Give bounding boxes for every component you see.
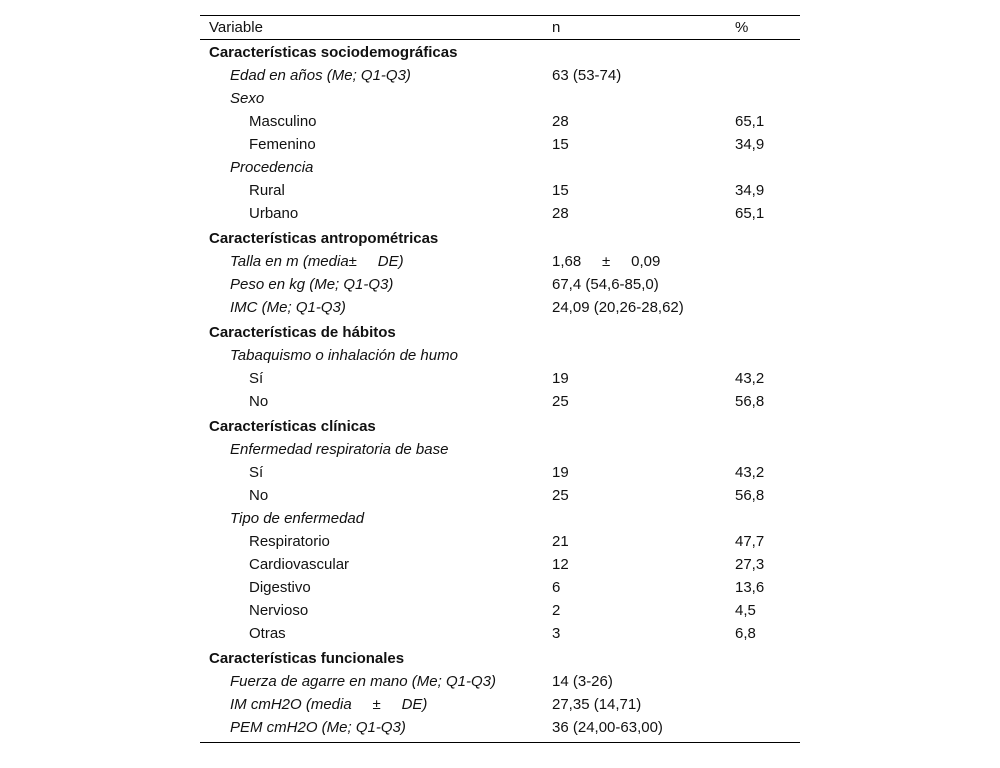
- table-bottom-rule: [200, 742, 800, 743]
- category-row: [200, 179, 800, 202]
- row-n-value: 3: [552, 625, 561, 642]
- header-n: n: [552, 19, 561, 36]
- variable-row: [200, 64, 800, 87]
- row-n-value: 28: [552, 205, 569, 222]
- row-label: PEM cmH2O (Me; Q1-Q3): [230, 719, 406, 736]
- row-percent-value: 4,5: [735, 602, 756, 619]
- variable-row: [200, 156, 800, 179]
- row-percent-value: 43,2: [735, 464, 765, 481]
- variable-row: [200, 344, 800, 367]
- row-percent-value: 6,8: [735, 625, 756, 642]
- row-n-value: 36 (24,00-63,00): [552, 719, 663, 736]
- variable-row: [200, 670, 800, 693]
- category-row: [200, 622, 800, 645]
- row-label: Tipo de enfermedad: [230, 510, 365, 527]
- row-label: Sí: [249, 370, 264, 387]
- row-percent-value: 56,8: [735, 487, 765, 504]
- category-row: [200, 576, 800, 599]
- row-label: Peso en kg (Me; Q1-Q3): [230, 276, 394, 293]
- row-label: Talla en m (media± DE): [230, 253, 404, 270]
- row-label: Tabaquismo o inhalación de humo: [230, 347, 458, 364]
- category-row: [200, 461, 800, 484]
- row-label: Sexo: [230, 90, 265, 107]
- row-n-value: 21: [552, 533, 569, 550]
- row-n-value: 67,4 (54,6-85,0): [552, 276, 659, 293]
- row-n-value: 63 (53-74): [552, 67, 622, 84]
- variable-row: [200, 507, 800, 530]
- category-row: [200, 599, 800, 622]
- data-table: [200, 15, 800, 743]
- variable-row: [200, 250, 800, 273]
- section-header-row: [200, 41, 800, 64]
- section-header-row: [200, 415, 800, 438]
- row-percent-value: 65,1: [735, 205, 765, 222]
- row-label: Edad en años (Me; Q1-Q3): [230, 67, 411, 84]
- row-label: Cardiovascular: [249, 556, 350, 573]
- row-label: Rural: [249, 182, 285, 199]
- section-header-row: [200, 647, 800, 670]
- row-label: Digestivo: [249, 579, 311, 596]
- row-n-value: 19: [552, 370, 569, 387]
- row-percent-value: 43,2: [735, 370, 765, 387]
- row-n-value: 1,68 ± 0,09: [552, 253, 661, 270]
- variable-row: [200, 438, 800, 461]
- row-percent-value: 65,1: [735, 113, 765, 130]
- row-percent-value: 34,9: [735, 136, 765, 153]
- row-label: IM cmH2O (media ± DE): [230, 696, 428, 713]
- row-label: Enfermedad respiratoria de base: [230, 441, 449, 458]
- row-label: Sí: [249, 464, 264, 481]
- row-n-value: 25: [552, 487, 569, 504]
- row-n-value: 15: [552, 182, 569, 199]
- header-variable: Variable: [209, 19, 263, 36]
- section-title: Características de hábitos: [209, 324, 396, 341]
- variable-row: [200, 693, 800, 716]
- row-label: Urbano: [249, 205, 299, 222]
- section-header-row: [200, 227, 800, 250]
- section-title: Características funcionales: [209, 650, 405, 667]
- category-row: [200, 367, 800, 390]
- row-percent-value: 47,7: [735, 533, 765, 550]
- variable-row: [200, 716, 800, 739]
- table-header-row: [200, 16, 800, 39]
- row-percent-value: 27,3: [735, 556, 765, 573]
- variable-row: [200, 296, 800, 319]
- row-n-value: 19: [552, 464, 569, 481]
- row-percent-value: 13,6: [735, 579, 765, 596]
- row-label: Masculino: [249, 113, 317, 130]
- row-n-value: 25: [552, 393, 569, 410]
- row-label: Fuerza de agarre en mano (Me; Q1-Q3): [230, 673, 496, 690]
- row-percent-value: 56,8: [735, 393, 765, 410]
- category-row: [200, 202, 800, 225]
- row-n-value: 15: [552, 136, 569, 153]
- row-n-value: 12: [552, 556, 569, 573]
- category-row: [200, 110, 800, 133]
- variable-row: [200, 87, 800, 110]
- table-body: [200, 40, 800, 742]
- row-n-value: 27,35 (14,71): [552, 696, 642, 713]
- category-row: [200, 553, 800, 576]
- section-title: Características antropométricas: [209, 230, 439, 247]
- row-label: Respiratorio: [249, 533, 330, 550]
- category-row: [200, 530, 800, 553]
- row-n-value: 6: [552, 579, 561, 596]
- row-label: Nervioso: [249, 602, 309, 619]
- section-title: Características sociodemográficas: [209, 44, 458, 61]
- variable-row: [200, 273, 800, 296]
- row-n-value: 28: [552, 113, 569, 130]
- row-label: No: [249, 487, 269, 504]
- row-label: Femenino: [249, 136, 316, 153]
- row-label: IMC (Me; Q1-Q3): [230, 299, 346, 316]
- row-percent-value: 34,9: [735, 182, 765, 199]
- row-label: Procedencia: [230, 159, 314, 176]
- category-row: [200, 484, 800, 507]
- section-header-row: [200, 321, 800, 344]
- header-percent: %: [735, 19, 749, 36]
- category-row: [200, 133, 800, 156]
- row-n-value: 2: [552, 602, 561, 619]
- row-n-value: 24,09 (20,26-28,62): [552, 299, 684, 316]
- section-title: Características clínicas: [209, 418, 376, 435]
- row-label: Otras: [249, 625, 286, 642]
- category-row: [200, 390, 800, 413]
- row-n-value: 14 (3-26): [552, 673, 613, 690]
- row-label: No: [249, 393, 269, 410]
